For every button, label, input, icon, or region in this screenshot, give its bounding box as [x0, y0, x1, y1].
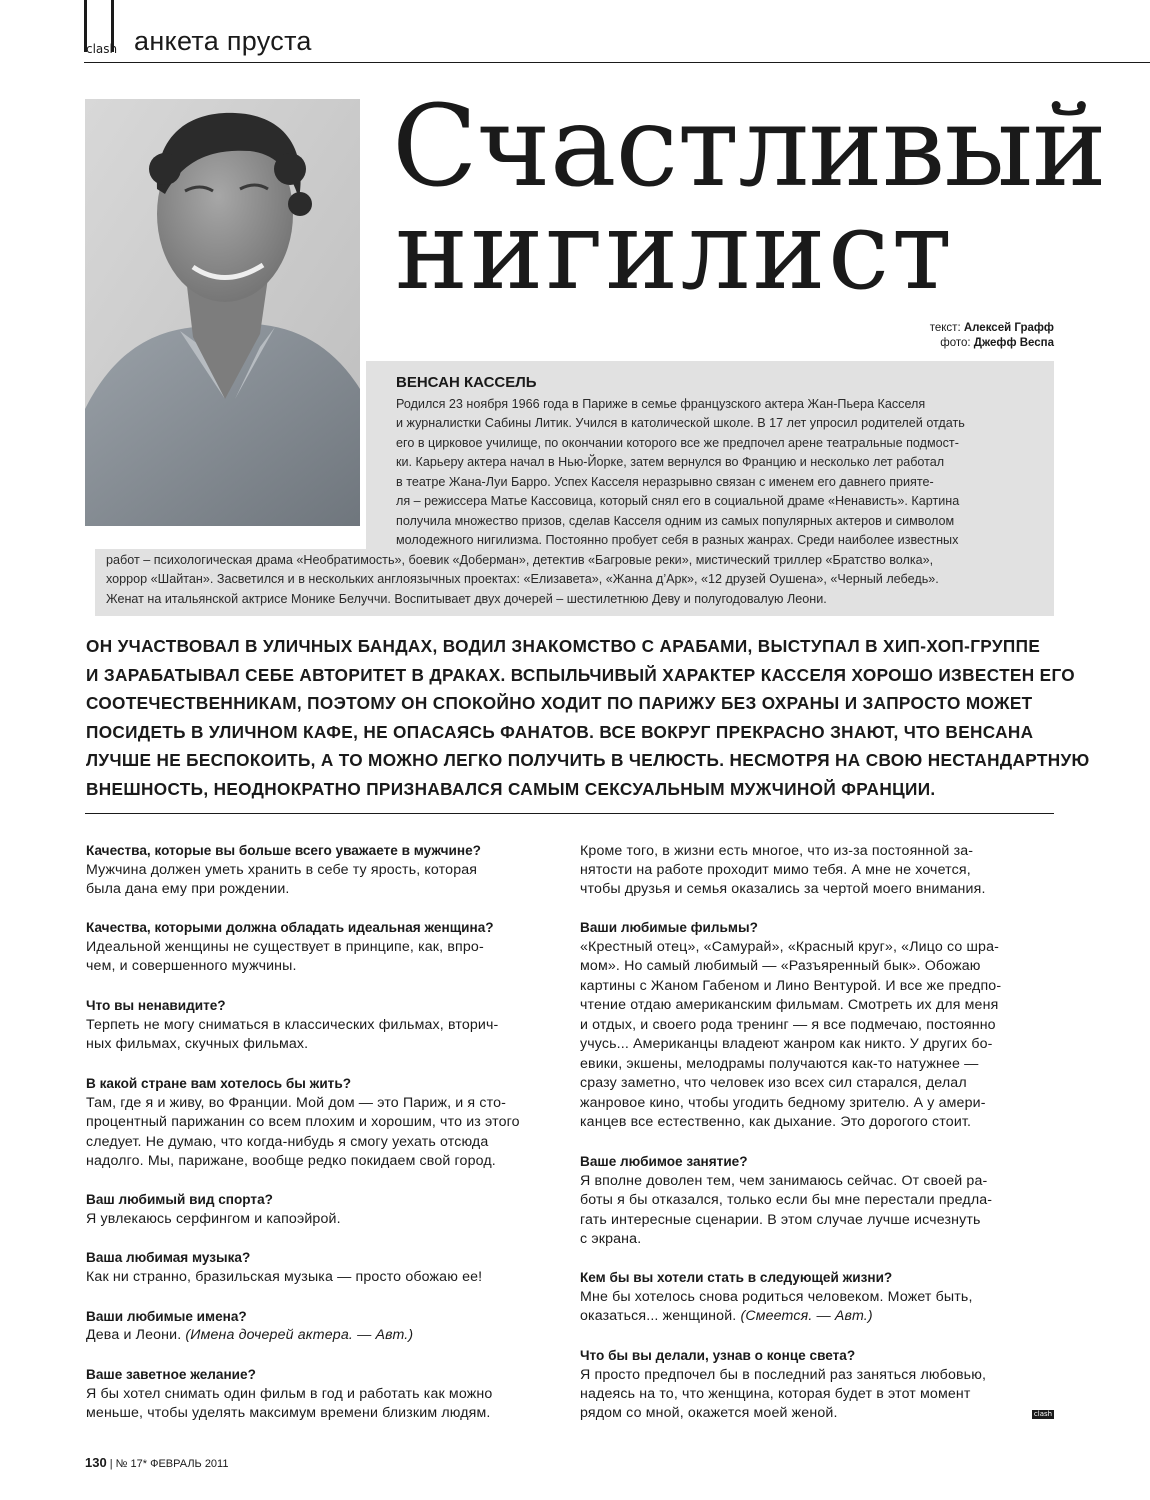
lead-line: СООТЕЧЕСТВЕННИКАМ, ПОЭТОМУ ОН СПОКОЙНО ХОДИТ ПО ПАРИЖУ БЕЗ ОХРАНЫ И ЗАПРОСТО МОЖЕТ	[86, 693, 1033, 713]
answer-line: оказаться... женщиной. (Смеется. — Авт.)	[580, 1308, 873, 1324]
answer-line: и отдых, и своего рода тренинг — я все подмечаю, постоянно	[580, 1017, 996, 1033]
answer-line: процентный парижанин со всем плохим и хорошим, что из этого	[86, 1114, 520, 1130]
answer-line: Я бы хотел снимать один фильм в год и работать как можно	[86, 1386, 493, 1402]
bio-line: Женат на итальянской актрисе Монике Белуччи. Воспитывает двух дочерей – шестилетнюю Деву и полугодовалую Леони.	[106, 592, 827, 606]
article-title-line1: Счастливый	[392, 82, 1106, 212]
question: Ваше заветное желание?	[86, 1367, 256, 1382]
answer-line: Я просто предпочел бы в последний раз заняться любовью,	[580, 1367, 987, 1383]
portrait-photo	[85, 99, 360, 526]
question: Ваше любимое занятие?	[580, 1154, 748, 1169]
answer-line: гать интересные сценарии. В этом случае лучше исчезнуть	[580, 1212, 981, 1228]
question: Ваш любимый вид спорта?	[86, 1192, 273, 1207]
question: Ваша любимая музыка?	[86, 1250, 251, 1265]
question: В какой стране вам хотелось бы жить?	[86, 1076, 351, 1091]
article-title-line2: нигилист	[395, 186, 955, 314]
answer-line: ных фильмах, скучных фильмах.	[86, 1036, 309, 1052]
bio-line: ки. Карьеру актера начал в Нью-Йорке, затем вернулся во Францию и несколько лет работал	[396, 455, 945, 469]
answer-line: нятости на работе проходит мимо тебя. А мне не хочется,	[580, 862, 971, 878]
bio-line: получила множество призов, сделав Касселя одним из самых популярных актеров и символом	[396, 514, 955, 528]
answer-line: Мне бы хотелось снова родиться человеком. Может быть,	[580, 1289, 973, 1305]
answer-line: чем, и совершенного мужчины.	[86, 958, 297, 974]
answer-line: мом». Но самый любимый — «Разъяренный бык». Обожаю	[580, 958, 981, 974]
lead-line: ОН УЧАСТВОВАЛ В УЛИЧНЫХ БАНДАХ, ВОДИЛ ЗНАКОМСТВО С АРАБАМИ, ВЫСТУПАЛ В ХИП-ХОП-ГРУППЕ	[86, 636, 1041, 656]
bio-line: его в цирковое училище, по окончании которого все же предпочел арене театральные подмост-	[396, 436, 959, 450]
answer-line: Там, где я и живу, во Франции. Мой дом — это Париж, и я сто-	[86, 1095, 507, 1111]
text-credit: текст: Алексей Графф	[929, 322, 1054, 334]
page-footer	[85, 1455, 228, 1470]
bio-name: ВЕНСАН КАССЕЛЬ	[396, 374, 537, 391]
answer-line: с экрана.	[580, 1231, 642, 1247]
answer-line: евики, экшены, мелодрамы получаются как-то натужнее —	[580, 1056, 979, 1072]
answer-line: Я вполне доволен тем, чем занимаюсь сейчас. От своей ра-	[580, 1173, 988, 1189]
answer-line: Мужчина должен уметь хранить в себе ту ярость, которая	[86, 862, 478, 878]
question: Что бы вы делали, узнав о конце света?	[580, 1348, 856, 1363]
bio-line: работ – психологическая драма «Необратимость», боевик «Доберман», детектив «Багровые реки», мистический триллер «Братство волка»,	[106, 553, 934, 567]
bio-line: Родился 23 ноября 1966 года в Париже в семье французского актера Жан-Пьера Касселя	[396, 397, 926, 411]
photo-credit: фото: Джефф Веспа	[940, 337, 1054, 349]
answer-line: Дева и Леони. (Имена дочерей актера. — Авт.)	[86, 1327, 414, 1343]
answer-line: канцев все естественно, как дыхание. Это дорогого стоит.	[580, 1114, 972, 1130]
page-number: 130	[85, 1455, 107, 1470]
bio-line: хоррор «Шайтан». Засветился и в нескольких англоязычных проектах: «Елизавета», «Жанна д’Арк», «12 друзей Оушена», «Черный лебедь».	[106, 572, 939, 586]
editor-note: (Имена дочерей актера. — Авт.)	[185, 1327, 414, 1343]
answer-line: рядом со мной, окажется моей женой.	[580, 1405, 838, 1421]
answer-line: Терпеть не могу сниматься в классических фильмах, вторич-	[86, 1017, 499, 1033]
question: Ваши любимые фильмы?	[580, 920, 758, 935]
credits	[930, 321, 1054, 351]
question: Качества, которыми должна обладать идеальная женщина?	[86, 920, 494, 935]
question: Качества, которые вы больше всего уважаете в мужчине?	[86, 843, 481, 858]
answer-line: Как ни странно, бразильская музыка — просто обожаю ее!	[86, 1269, 483, 1285]
question: Кем бы вы хотели стать в следующей жизни?	[580, 1270, 893, 1285]
lead-line: И ЗАРАБАТЫВАЛ СЕБЕ АВТОРИТЕТ В ДРАКАХ. ВСПЫЛЬЧИВЫЙ ХАРАКТЕР КАССЕЛЯ ХОРОШО ИЗВЕСТЕН ЕГО	[86, 665, 1076, 685]
question: Ваши любимые имена?	[86, 1309, 247, 1324]
answer-line: следует. Не думаю, что когда-нибудь я смогу уехать отсюда	[86, 1134, 489, 1150]
bio-line: в театре Жана-Луи Барро. Успех Касселя неразрывно связан с именем его давнего прияте-	[396, 475, 934, 489]
answer-line: была дана ему при рождении.	[86, 881, 290, 897]
lead-rule	[85, 813, 1054, 814]
answer-line: Кроме того, в жизни есть многое, что из-за постоянной за-	[580, 843, 974, 859]
answer-line: чтобы друзья и семья оказались за чертой моего внимания.	[580, 881, 986, 897]
answer-line: надолго. Мы, парижане, вообще редко покидаем свой город.	[86, 1153, 496, 1169]
section-title: анкета пруста	[134, 26, 312, 56]
question: Что вы ненавидите?	[86, 998, 226, 1013]
lead-line: ВНЕШНОСТЬ, НЕОДНОКРАТНО ПРИЗНАВАЛСЯ САМЫМ СЕКСУАЛЬНЫМ МУЖЧИНОЙ ФРАНЦИИ.	[86, 779, 936, 799]
answer-line: Я увлекаюсь серфингом и капоэйрой.	[86, 1211, 341, 1227]
answer-line: жанровое кино, чтобы угодить бедному зрителю. А у амери-	[580, 1095, 986, 1111]
answer-line: надеясь на то, что женщина, которая будет в этот момент	[580, 1386, 971, 1402]
lead-line: ПОСИДЕТЬ В УЛИЧНОМ КАФЕ, НЕ ОПАСАЯСЬ ФАНАТОВ. ВСЕ ВОКРУГ ПРЕКРАСНО ЗНАЮТ, ЧТО ВЕНСАНА	[86, 722, 1034, 742]
answer-line: Идеальной женщины не существует в принципе, как, впро-	[86, 939, 484, 955]
bio-line: ля – режиссера Матье Кассовица, который снял его в социальной драме «Ненависть». Картина	[396, 494, 960, 508]
answer-line: учусь... Американцы владеют жанром как никто. У других бо-	[580, 1036, 993, 1052]
answer-line: боты я бы отказался, только если бы мне перестали предла-	[580, 1192, 993, 1208]
bio-line: и журналистки Сабины Литик. Учился в католической школе. В 17 лет упросил родителей отдать	[396, 416, 965, 430]
bio-line: молодежного нигилизма. Постоянно пробует себя в разных жанрах. Среди наиболее известных	[396, 533, 959, 547]
end-mark-logo: clash	[1033, 1410, 1053, 1418]
magazine-brand: clash	[86, 42, 118, 56]
answer-line: картины с Жаном Габеном и Лино Вентурой. И все же предпо-	[580, 978, 1002, 994]
lead-line: ЛУЧШЕ НЕ БЕСПОКОИТЬ, А ТО МОЖНО ЛЕГКО ПОЛУЧИТЬ В ЧЕЛЮСТЬ. НЕСМОТРЯ НА СВОЮ НЕСТАНДАРТНУЮ	[86, 750, 1090, 770]
answer-line: чтение отдаю американским фильмам. Смотреть их для меня	[580, 997, 999, 1013]
answer-line: меньше, чтобы уделять максимум времени близким людям.	[86, 1405, 491, 1421]
header-rule	[84, 62, 1150, 63]
answer-line: «Крестный отец», «Самурай», «Красный круг», «Лицо со шра-	[580, 939, 1000, 955]
editor-note: (Смеется. — Авт.)	[740, 1308, 873, 1324]
issue-info: | № 17* ФЕВРАЛЬ 2011	[109, 1458, 229, 1470]
answer-line: сразу заметно, что человек изо всех сил старался, делал	[580, 1075, 967, 1091]
